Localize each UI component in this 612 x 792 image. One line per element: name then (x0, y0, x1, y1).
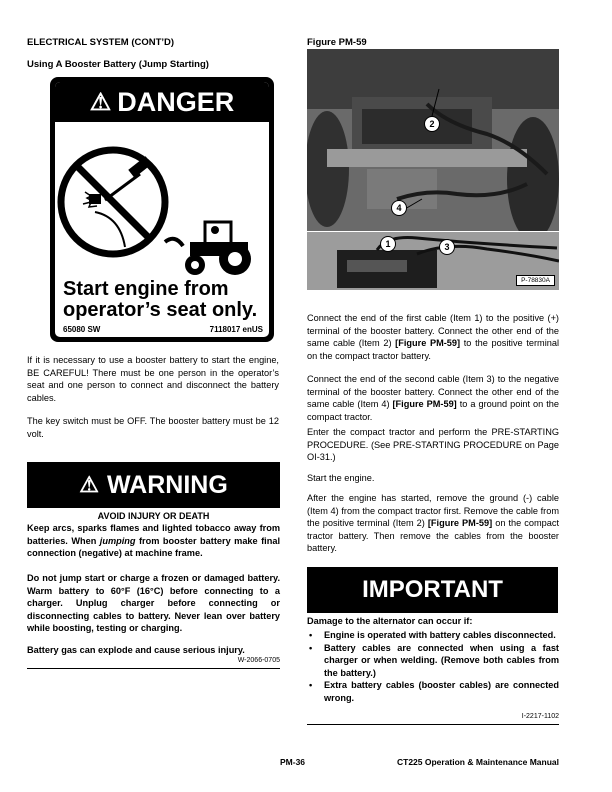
manual-title: CT225 Operation & Maintenance Manual (396, 757, 559, 767)
step-3-paragraph: Enter the compact tractor and perform the PRE-STARTING PROCEDURE. (See PRE-STARTING PROCEDURE on Page OI-31.) (307, 427, 559, 462)
warning-paragraph-3: Battery gas can explode and cause serious injury. (27, 645, 245, 655)
danger-word: DANGER (117, 86, 235, 117)
warning-code: W-2066-0705 (237, 657, 280, 664)
tractor-battery-photo (307, 49, 559, 231)
warning-banner (27, 462, 280, 508)
warning-word: WARNING (106, 470, 228, 499)
important-divider (307, 724, 559, 725)
important-code: I-2217-1102 (521, 713, 559, 720)
danger-codes (63, 325, 263, 334)
warning-paragraph-1: Keep arcs, sparks flames and lighted tobacco away from batteries. When jumping from booster battery make final connection (negative) at machine frame. (27, 523, 280, 558)
photo-code: P-78830A (516, 275, 555, 286)
subsection-heading: Using A Booster Battery (Jump Starting) (27, 59, 209, 70)
tractor-icon (165, 222, 251, 275)
list-item: • Engine is operated with battery cables disconnected. (307, 629, 559, 642)
warning-paragraph-2: Do not jump start or charge a frozen or damaged battery. Warm battery to 60°F (16°C) before connecting to a charger. Unplug charger before connecting or disconnecting cables to battery. Never lean over battery while boosting, testing or charging. (27, 573, 280, 633)
intro-paragraph: If it is necessary to use a booster battery to start the engine, BE CAREFUL! There must be one person in the operator’s seat and one person to connect and disconnect the battery cables. (27, 355, 279, 403)
danger-header (55, 82, 269, 122)
step-5-paragraph: After the engine has started, remove the ground (-) cable (Item 4) from the compact tractor first. Remove the cable from the positive terminal (Item 2) [Figure PM-59] on the compact tractor battery. Then remove the cables from the booster battery. (307, 493, 559, 553)
warning-triangle-icon: ⚠ (79, 472, 99, 497)
step-4-paragraph: Start the engine. (307, 473, 375, 483)
warning-triangle-icon: ⚠ (89, 88, 112, 116)
page-number: PM-36 (280, 757, 306, 767)
list-item: • Battery cables are connected when using a fast charger or when welding. (Remove both cables from the battery.) (307, 642, 559, 680)
figure-title: Figure PM-59 (307, 37, 367, 48)
important-list (307, 629, 559, 704)
no-spark-pictogram-icon (55, 122, 269, 277)
decal-code-left: 65080 SW (63, 325, 101, 334)
warning-heading: AVOID INJURY OR DEATH (97, 511, 210, 521)
danger-decal (50, 77, 274, 342)
step-1-paragraph: Connect the end of the first cable (Item 1) to the positive (+) terminal of the booster battery. Connect the other end of the same cable (Item 2) [Figure PM-59] to the positive terminal on the compact tractor battery. (307, 313, 559, 361)
callout-2: 2 (424, 116, 440, 132)
section-heading: ELECTRICAL SYSTEM (CONT’D) (27, 37, 175, 48)
callout-4: 4 (391, 200, 407, 216)
key-switch-paragraph: The key switch must be OFF. The booster battery must be 12 volt. (27, 416, 279, 439)
decal-code-right: 7118017 enUS (209, 325, 263, 334)
important-banner: IMPORTANT (307, 567, 558, 613)
important-heading: Damage to the alternator can occur if: (307, 616, 473, 626)
callout-1: 1 (380, 236, 396, 252)
list-item: • Extra battery cables (booster cables) are connected wrong. (307, 679, 559, 704)
step-2-paragraph: Connect the end of the second cable (Item 3) to the negative terminal of the booster battery. Connect the other end of the same cable (Item 4) [Figure PM-59] to a ground point on the compact tractor. (307, 374, 559, 422)
callout-3: 3 (439, 239, 455, 255)
booster-battery-photo (307, 232, 559, 290)
danger-message: Start engine from operator’s seat only. (63, 278, 258, 321)
warning-divider (27, 668, 280, 669)
